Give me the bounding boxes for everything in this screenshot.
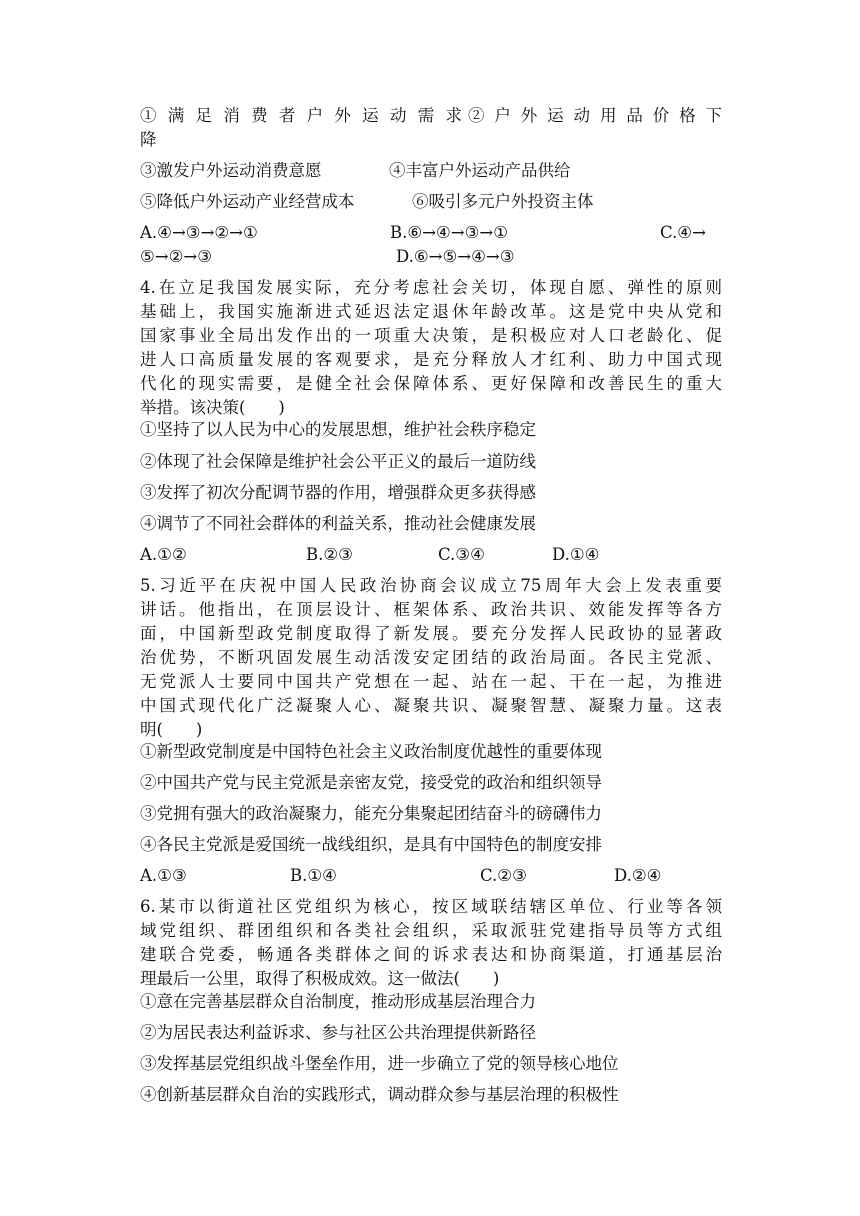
q5-stem-line: 明( ) [140, 720, 203, 739]
q6-stem-line: 理最后一公里，取得了积极成效。这一做法( ) [140, 969, 500, 988]
q6-option: ④创新基层群众自治的实践形式，调动群众参与基层治理的积极性 [140, 1085, 619, 1104]
q5-stem-line: 面，中国新型政党制度取得了新发展。要充分发挥人民政协的显著政 [140, 624, 722, 643]
q4-choice-d: D.①④ [552, 545, 600, 564]
q3-choice-d: D.⑥→⑤→④→③ [396, 247, 515, 266]
q5-stem-line: 治优势，不断巩固发展生动活泼安定团结的政治局面。各民主党派、 [140, 648, 722, 667]
q4-choice-c: C.③④ [438, 545, 485, 564]
q3-option-4: ④丰富户外运动产品供给 [389, 161, 571, 180]
q6-stem-line: 6.某市以街道社区党组织为核心，按区域联结辖区单位、行业等各领 [140, 897, 722, 916]
q3-option-2: ②户外运动用品价格下 [468, 106, 722, 125]
q5-stem-line: 5.习近平在庆祝中国人民政治协商会议成立75周年大会上发表重要 [140, 576, 722, 595]
q3-option-2-wrap: 降 [140, 130, 157, 149]
q5-stem-line: 中国式现代化广泛凝聚人心、凝聚共识、凝聚智慧、凝聚力量。这表 [140, 696, 722, 715]
q4-stem-line: 进人口高质量发展的客观要求，是充分释放人才红利、助力中国式现 [140, 350, 722, 369]
q4-choice-a: A.①② [140, 545, 187, 564]
q3-option-3: ③激发户外运动消费意愿 [140, 161, 322, 180]
q4-option: ②体现了社会保障是维护社会公平正义的最后一道防线 [140, 452, 536, 471]
q5-stem-line: 讲话。他指出，在顶层设计、框架体系、政治共识、效能发挥等各方 [140, 600, 722, 619]
q5-option: ④各民主党派是爱国统一战线组织，是具有中国特色的制度安排 [140, 835, 602, 854]
q4-option: ①坚持了以人民为中心的发展思想，维护社会秩序稳定 [140, 420, 536, 439]
q3-option-5: ⑤降低户外运动产业经营成本 [140, 192, 355, 211]
q5-choice-b: B.①④ [290, 866, 337, 885]
q4-option: ③发挥了初次分配调节器的作用，增强群众更多获得感 [140, 483, 536, 502]
q4-stem-line: 举措。该决策( ) [140, 398, 285, 417]
q6-stem-line: 域党组织、群团组织和各类社会组织，采取派驻党建指导员等方式组 [140, 921, 722, 940]
q3-option-1: ①满足消费者户外运动需求 [140, 106, 462, 125]
q4-stem-line: 代化的现实需要，是健全社会保障体系、更好保障和改善民生的重大 [140, 374, 722, 393]
q6-option: ③发挥基层党组织战斗堡垒作用，进一步确立了党的领导核心地位 [140, 1054, 619, 1073]
q6-option: ①意在完善基层群众自治制度，推动形成基层治理合力 [140, 992, 536, 1011]
q5-option: ②中国共产党与民主党派是亲密友党，接受党的政治和组织领导 [140, 773, 602, 792]
q3-choice-a: A.④→③→②→① [140, 223, 258, 242]
q3-choice-c: C.④→ [660, 223, 706, 242]
q6-option: ②为居民表达利益诉求、参与社区公共治理提供新路径 [140, 1023, 536, 1042]
q4-stem-line: 国家事业全局出发作出的一项重大决策，是积极应对人口老龄化、促 [140, 326, 722, 345]
q5-stem-line: 无党派人士要同中国共产党想在一起、站在一起、干在一起，为推进 [140, 672, 722, 691]
q4-choice-b: B.②③ [306, 545, 353, 564]
q3-choice-b: B.⑥→④→③→① [390, 223, 509, 242]
q5-option: ①新型政党制度是中国特色社会主义政治制度优越性的重要体现 [140, 742, 602, 761]
q3-option-6: ⑥吸引多元户外投资主体 [412, 192, 594, 211]
q6-stem-line: 建联合党委，畅通各类群体之间的诉求表达和协商渠道，打通基层治 [140, 945, 722, 964]
q4-stem-line: 基础上，我国实施渐进式延迟法定退休年龄改革。这是党中央从党和 [140, 302, 722, 321]
q5-choice-c: C.②③ [480, 866, 527, 885]
q5-choice-d: D.②④ [614, 866, 662, 885]
q5-option: ③党拥有强大的政治凝聚力，能充分集聚起团结奋斗的磅礴伟力 [140, 804, 602, 823]
q3-choice-c-wrap: ⑤→②→③ [140, 247, 213, 266]
q4-option: ④调节了不同社会群体的利益关系，推动社会健康发展 [140, 514, 536, 533]
q5-choice-a: A.①③ [140, 866, 187, 885]
q4-stem-line: 4.在立足我国发展实际，充分考虑社会关切，体现自愿、弹性的原则 [140, 278, 722, 297]
